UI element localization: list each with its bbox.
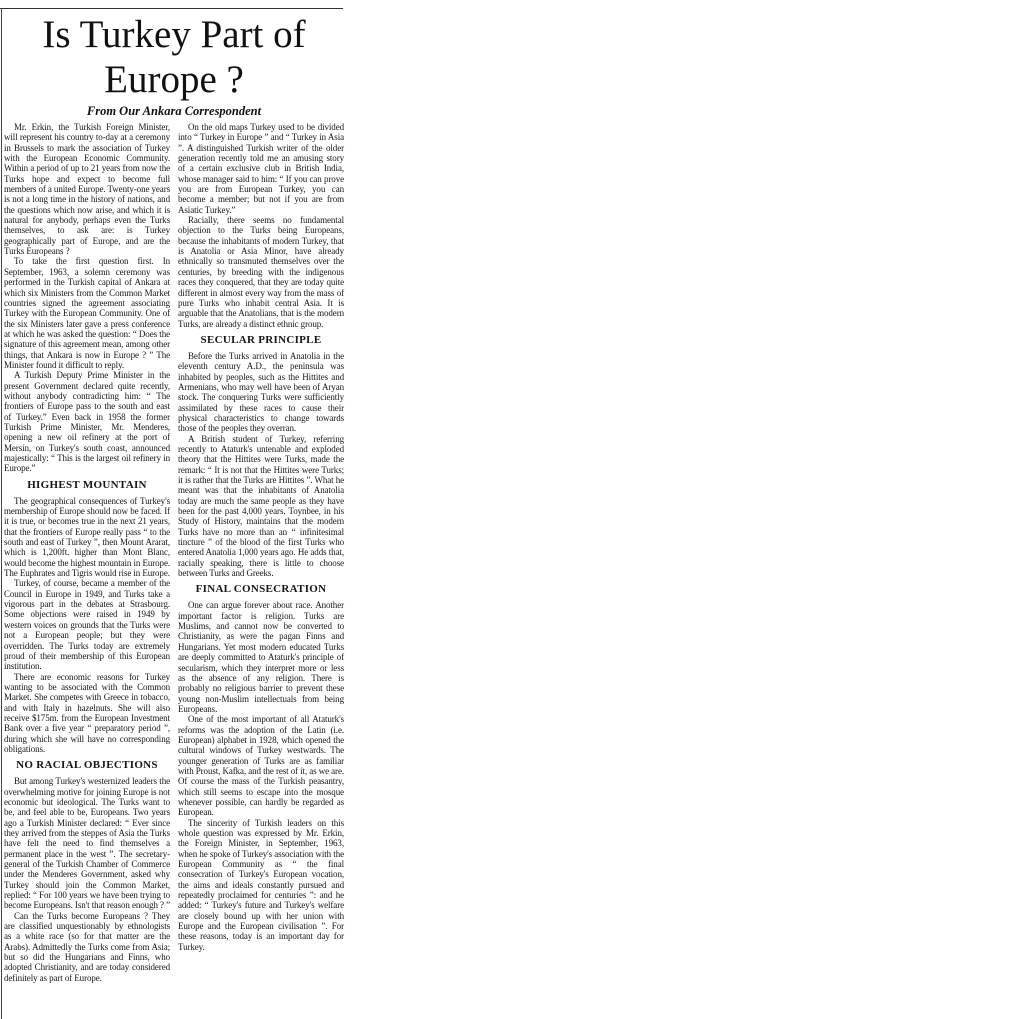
- subheading-final-consecration: FINAL CONSECRATION: [195, 583, 327, 596]
- subheading-no-racial-objections: NO RACIAL OBJECTIONS: [16, 759, 158, 772]
- paragraph: Racially, there seems no fundamental objection to the Turks being Europeans, because the inhabitants of modern Turkey, that is Anatolia or Asia Minor, have already ethnically so transmuted themselves over the centuries, by breeding with the indigenous races they conquered, that they are today quite different in almost every way from the mass of pure Turks who inhabit central Asia. It is arguable that the Anatolians, that is the modern Turks, are already a distinct ethnic group.: [178, 215, 344, 329]
- paragraph: A Turkish Deputy Prime Minister in the present Government declared quite recently, without anybody contradicting him: “ The frontiers of Europe pass to the south and east of Turkey.” Even back in 1958 the former Turkish Prime Minister, Mr. Menderes, opening a new oil refinery at the port of Mersin, on Turkey's south coast, announced majestically: “ This is the largest oil refinery in Europe.”: [4, 370, 170, 474]
- paragraph: Before the Turks arrived in Anatolia in the eleventh century A.D., the peninsula was inhabited by peoples, such as the Hittites and Armenians, who may well have been of Aryan stock. The conquering Turks were sufficiently assimilated by these races to cause their physical characteristics to change towards those of the peoples they overran.: [178, 350, 344, 434]
- paragraph: But among Turkey's westernized leaders the overwhelming motive for joining Europe is not economic but ideological. The Turks want to be, and feel able to be, Europeans. Two years ago a Turkish Minister declared: “ Ever since they arrived from the steppes of Asia the Turks have felt the need to find themselves a permanent place in the west ”. The secretary-general of the Turkish Chamber of Commerce under the Menderes Government, asked why Turkey should join the Common Market, replied: “ For 100 years we have been trying to become Europeans. Isn't that reason enough ? ”: [4, 776, 170, 911]
- paragraph: To take the first question first. In September, 1963, a solemn ceremony was performed in the Turkish capital of Ankara at which six Ministers from the Common Market countries signed the agreement associating Turkey with the European Community. One of the six Ministers later gave a press conference at which he was asked the question: “ Does the signature of this agreement mean, among other things, that Ankara is now in Europe ? ” The Minister found it difficult to reply.: [4, 256, 170, 370]
- subheading-secular-principle: SECULAR PRINCIPLE: [200, 333, 322, 346]
- article-title: Is Turkey Part of Europe ?: [42, 13, 306, 101]
- top-rule: [0, 8, 343, 9]
- subheading-highest-mountain: HIGHEST MOUNTAIN: [27, 478, 147, 491]
- paragraph: A British student of Turkey, referring recently to Ataturk's untenable and exploded theory that the Hittites were Turks, made the remark: “ It is not that the Hittites were Turks; it is rather that the Turks are Hittites ”. What he meant was that the inhabitants of Anatolia today are much the same people as they have been for the past 4,000 years. Toynbee, in his Study of History, maintains that the modern Turks have no more than an “ infinitesimal tincture ” of the blood of the first Turks who entered Anatolia 1,000 years ago. He adds that, racially speaking, there is little to choose between Turks and Greeks.: [178, 433, 344, 579]
- paragraph: On the old maps Turkey used to be divided into “ Turkey in Europe ” and “ Turkey in Asia ”. A distinguished Turkish writer of the older generation recently told me an amusing story of a certain exclusive club in British India, whose manager said to him: “ If you can prove you are from European Turkey, you can become a member; but not if you are from Asiatic Turkey.”: [178, 122, 344, 215]
- left-column: [4, 122, 170, 983]
- article-byline: From Our Ankara Correspondent: [86, 104, 262, 118]
- paragraph: One of the most important of all Ataturk's reforms was the adoption of the Latin (i.e. European) alphabet in 1928, which opened the cultural windows of Turkey westwards. The younger generation of Turks are as familiar with Proust, Kafka, and the rest of it, as we are. Of course the mass of the Turkish peasantry, which still seems to escape into the mosque whenever possible, can hardly be regarded as European.: [178, 714, 344, 818]
- paragraph: Turkey, of course, became a member of the Council in Europe in 1949, and Turks take a vigorous part in the debates at Strasbourg. Some objections were raised in 1949 by western voices on grounds that the Turks were not a European people; but they were overridden. The Turks today are extremely proud of their membership of this European institution.: [4, 578, 170, 672]
- paragraph: There are economic reasons for Turkey wanting to be associated with the Common Market. She competes with Greece in tobacco, and with Italy in hazelnuts. She will also receive $175m. from the European Investment Bank over a five year “ preparatory period ”, during which she will have no corresponding obligations.: [4, 671, 170, 754]
- paragraph: The sincerity of Turkish leaders on this whole question was expressed by Mr. Erkin, the Foreign Minister, in September, 1963, when he spoke of Turkey's association with the European Community as “ the final consecration of Turkey's European vocation, the aims and ideals constantly pursued and repeatedly proclaimed for centuries ”: and he added: “ Turkey's future and Turkey's welfare are closely bound up with her union with Europe and the European civilisation ”. For these reasons, today is an important day for Turkey.: [178, 817, 344, 952]
- paragraph: One can argue forever about race. Another important factor is religion. Turks are Muslims, and cannot now be converted to Christianity, as were the pagan Finns and Hungarians. Yet most modern educated Turks are deeply committed to Ataturk's principle of secularism, which they interpret more or less as the absence of any religion. There is probably no religious barrier to prevent these young non-Muslim intellectuals from being Europeans.: [178, 600, 344, 714]
- paragraph: Can the Turks become Europeans ? They are classified unquestionably by ethnologists as a white race (so for that matter are the Arabs). Admittedly the Turks come from Asia; but so did the Hungarians and Finns, who adopted Christianity, and are today considered definitely as part of Europe.: [4, 910, 170, 983]
- paragraph: Mr. Erkin, the Turkish Foreign Minister, will represent his country to-day at a ceremony in Brussels to mark the association of Turkey with the European Economic Community. Within a period of up to 21 years from now the Turks hope and expect to become full members of a united Europe. Twenty-one years is not a long time in the history of nations, and the questions which now arise, and which it is natural for anybody, perhaps even the Turks themselves, to ask are: is Turkey geographically part of Europe, and are the Turks Europeans ?: [4, 122, 170, 257]
- paragraph: The geographical consequences of Turkey's membership of Europe should now be faced. If it is true, or becomes true in the next 21 years, that the frontiers of Europe really pass “ to the south and east of Turkey ”, then Mount Ararat, which is 1,200ft. higher than Mont Blanc, would become the highest mountain in Europe. The Euphrates and Tigris would rise in Europe.: [4, 495, 170, 579]
- right-column: [178, 122, 344, 952]
- left-rule: [1, 8, 2, 1019]
- newspaper-clipping: [0, 0, 350, 1019]
